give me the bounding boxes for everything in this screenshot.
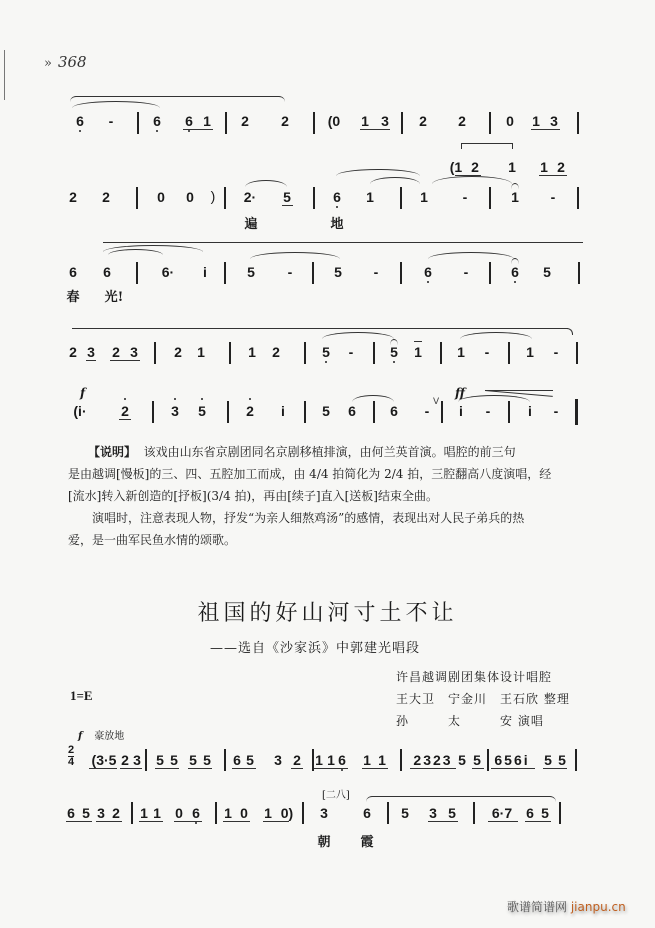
note: 5 bbox=[541, 805, 549, 821]
note: 1 bbox=[414, 344, 422, 360]
note: 1 bbox=[153, 805, 161, 821]
underline bbox=[263, 821, 289, 822]
note: 6 bbox=[69, 264, 77, 280]
note: 1 bbox=[140, 805, 148, 821]
note: 5 bbox=[247, 264, 255, 280]
note: 2 bbox=[112, 805, 120, 821]
explanation-text: 【说明】 该戏由山东省京剧团同名京剧移植排演，由何兰英首演。唱腔的前三句 是由越调[慢板]的三、四、五腔加工而成，由 4/4 拍简化为 2/4 拍，三腔翻高八度演唱，经 [流水]转入新创造的[抒板](3/4 拍)，再由[续子]直入[送板]结束全曲。 演唱时，注意表现人物，抒发“为亲人细熬鸡汤”的感情，表现出对人民子弟兵的热 爱，是一曲军民鱼水情的颂歌。 bbox=[68, 445, 552, 547]
underline bbox=[543, 768, 567, 769]
slur bbox=[108, 249, 163, 255]
note: 0 bbox=[175, 805, 183, 821]
upper-octave-dot bbox=[201, 398, 203, 400]
note: 0 bbox=[240, 805, 248, 821]
barline bbox=[227, 401, 229, 423]
final-barline bbox=[575, 399, 578, 425]
song-title: 祖国的好山河寸土不让 bbox=[197, 601, 458, 626]
note: i bbox=[203, 264, 207, 280]
note: 6 bbox=[192, 805, 200, 821]
note: - bbox=[462, 189, 468, 205]
note: 6 bbox=[338, 752, 346, 768]
note: 6 bbox=[153, 113, 161, 129]
barline bbox=[225, 112, 227, 134]
note: - bbox=[484, 344, 490, 360]
lower-octave-dot bbox=[393, 361, 395, 363]
barline bbox=[136, 262, 138, 284]
song-credits: 许昌越调剧团集体设计唱腔 王大卫 宁金川 王石欣 整理 孙 太 安 演唱 bbox=[396, 670, 570, 728]
note: 2 bbox=[471, 159, 479, 175]
note: 5 bbox=[203, 752, 211, 768]
note: 1 bbox=[511, 189, 519, 205]
note: 2 bbox=[293, 752, 301, 768]
note: (1 bbox=[449, 159, 463, 175]
dynamic-forte: f bbox=[80, 386, 86, 400]
note: 5 bbox=[246, 752, 254, 768]
note: 5 bbox=[390, 344, 398, 360]
note: 6 bbox=[363, 805, 371, 821]
slur bbox=[250, 252, 340, 259]
note: 2 bbox=[121, 403, 129, 419]
note: 3 bbox=[87, 344, 95, 360]
note: 6 bbox=[348, 403, 356, 419]
note: 3 bbox=[97, 805, 105, 821]
barline bbox=[154, 342, 156, 364]
barline bbox=[224, 262, 226, 284]
lyric: 光! bbox=[104, 290, 124, 305]
note: 0 bbox=[506, 113, 514, 129]
note: 2 bbox=[246, 403, 254, 419]
note: 1 bbox=[315, 752, 323, 768]
note: - bbox=[553, 403, 559, 419]
slur bbox=[336, 169, 420, 176]
note: 1 bbox=[224, 805, 232, 821]
lower-octave-dot bbox=[514, 281, 516, 283]
underline bbox=[360, 129, 390, 130]
song-subtitle: ——选自《沙家浜》中郭建光唱段 bbox=[210, 641, 421, 656]
underline bbox=[410, 768, 456, 769]
barline bbox=[145, 749, 147, 771]
note: - bbox=[485, 403, 491, 419]
slur bbox=[366, 796, 556, 805]
note: 6 bbox=[424, 264, 432, 280]
barline bbox=[215, 802, 217, 824]
note: 5 bbox=[170, 752, 178, 768]
note: 5 bbox=[198, 403, 206, 419]
note: 0 bbox=[157, 189, 165, 205]
note: - bbox=[373, 264, 379, 280]
bracket-line bbox=[461, 143, 462, 149]
note: 1 bbox=[203, 113, 211, 129]
note: - bbox=[287, 264, 293, 280]
note: 6· bbox=[161, 264, 175, 280]
underline bbox=[89, 768, 117, 769]
note: 6 bbox=[333, 189, 341, 205]
upper-octave-dot bbox=[124, 398, 126, 400]
underline bbox=[86, 360, 96, 361]
note: 5 bbox=[401, 805, 409, 821]
section-mark: [二八] bbox=[322, 790, 350, 801]
lyric: 霞 bbox=[360, 835, 374, 850]
note: 5 bbox=[543, 264, 551, 280]
note: 1 bbox=[532, 113, 540, 129]
underline bbox=[155, 768, 179, 769]
barline bbox=[313, 112, 315, 134]
note: 6 bbox=[390, 403, 398, 419]
note: 1 bbox=[457, 344, 465, 360]
underline bbox=[120, 768, 142, 769]
slur bbox=[72, 101, 160, 108]
underline bbox=[174, 821, 202, 822]
note: 3 bbox=[130, 344, 138, 360]
barline bbox=[473, 802, 475, 824]
note: 3 bbox=[320, 805, 328, 821]
barline bbox=[487, 749, 489, 771]
barline bbox=[577, 112, 579, 134]
note: 1 bbox=[363, 752, 371, 768]
note: i bbox=[528, 403, 532, 419]
note: 1 bbox=[420, 189, 428, 205]
lyric: 春 bbox=[66, 290, 80, 305]
phrase-line bbox=[72, 328, 568, 329]
watermark: 歌谱简谱网 jianpu.cn bbox=[507, 900, 626, 914]
underline bbox=[232, 768, 256, 769]
underline bbox=[531, 129, 560, 130]
note: (3·5 bbox=[91, 752, 117, 768]
underline bbox=[314, 768, 348, 769]
lyric: 地 bbox=[330, 217, 344, 232]
slur bbox=[322, 332, 394, 339]
note: 0 bbox=[186, 189, 194, 205]
note: 6 bbox=[511, 264, 519, 280]
note: 2 bbox=[272, 344, 280, 360]
barline bbox=[304, 342, 306, 364]
lower-octave-dot bbox=[341, 769, 343, 771]
barline bbox=[152, 401, 154, 423]
note: 3 bbox=[429, 805, 437, 821]
time-signature: 2 4 bbox=[68, 744, 75, 768]
lyric: 遍 bbox=[244, 217, 258, 232]
barline bbox=[401, 112, 403, 134]
barline bbox=[578, 262, 580, 284]
note: 5 bbox=[458, 752, 466, 768]
barline bbox=[312, 262, 314, 284]
note: 6 bbox=[76, 113, 84, 129]
barline bbox=[137, 112, 139, 134]
lower-octave-dot bbox=[195, 822, 197, 824]
note: 5 bbox=[156, 752, 164, 768]
underline bbox=[525, 821, 551, 822]
lower-octave-dot bbox=[427, 281, 429, 283]
slur bbox=[428, 252, 514, 259]
note: (0 bbox=[327, 113, 341, 129]
barline bbox=[440, 342, 442, 364]
note: 1 bbox=[508, 159, 516, 175]
page-number: » 368 bbox=[44, 53, 87, 71]
lower-octave-dot bbox=[336, 206, 338, 208]
barline bbox=[304, 401, 306, 423]
note: 3 bbox=[274, 752, 282, 768]
underline bbox=[488, 821, 518, 822]
underline bbox=[491, 768, 535, 769]
note: 5 bbox=[334, 264, 342, 280]
note: 2 bbox=[458, 113, 466, 129]
barline bbox=[508, 342, 510, 364]
note: (i· bbox=[73, 403, 87, 419]
barline bbox=[387, 802, 389, 824]
note: 1 bbox=[526, 344, 534, 360]
page-marker-icon: » bbox=[44, 56, 52, 71]
lyric: 朝 bbox=[317, 835, 331, 850]
note: i bbox=[459, 403, 463, 419]
note: 6 bbox=[526, 805, 534, 821]
barline bbox=[575, 749, 577, 771]
note: 6 bbox=[185, 113, 193, 129]
barline bbox=[224, 187, 226, 209]
note: 5 bbox=[448, 805, 456, 821]
note: - bbox=[348, 344, 354, 360]
underline bbox=[282, 205, 293, 206]
upper-octave-dot bbox=[249, 398, 251, 400]
note: 1 bbox=[361, 113, 369, 129]
note: - bbox=[108, 113, 114, 129]
accent-mark bbox=[414, 341, 422, 342]
note: - bbox=[553, 344, 559, 360]
note: 6·7 bbox=[491, 805, 513, 821]
note: 5 bbox=[473, 752, 481, 768]
lower-octave-dot bbox=[188, 130, 190, 132]
note: - bbox=[550, 189, 556, 205]
note: 1 bbox=[197, 344, 205, 360]
barline bbox=[302, 802, 304, 824]
barline bbox=[577, 187, 579, 209]
dynamic-fortissimo: ff bbox=[455, 386, 465, 400]
note: 1 bbox=[366, 189, 374, 205]
note: 5 bbox=[558, 752, 566, 768]
barline bbox=[313, 187, 315, 209]
note: 2· bbox=[243, 189, 257, 205]
slur bbox=[245, 180, 287, 187]
barline bbox=[373, 342, 375, 364]
note: 0) bbox=[280, 805, 294, 821]
underline bbox=[428, 821, 458, 822]
bracket-line bbox=[512, 143, 513, 149]
barline bbox=[441, 401, 443, 423]
note: 2 bbox=[69, 189, 77, 205]
note: 2 bbox=[102, 189, 110, 205]
note: 1 bbox=[264, 805, 272, 821]
barline bbox=[400, 262, 402, 284]
underline bbox=[539, 175, 567, 176]
note: 2 bbox=[241, 113, 249, 129]
note: 2 bbox=[112, 344, 120, 360]
scan-edge bbox=[4, 50, 5, 100]
note: 5 bbox=[189, 752, 197, 768]
note: 2 bbox=[419, 113, 427, 129]
note: 2 bbox=[557, 159, 565, 175]
note: 2 bbox=[69, 344, 77, 360]
barline bbox=[489, 187, 491, 209]
note: 5 bbox=[322, 344, 330, 360]
phrase-line-end bbox=[566, 328, 573, 335]
note: 3 bbox=[381, 113, 389, 129]
lower-octave-dot bbox=[156, 130, 158, 132]
phrase-line bbox=[103, 242, 583, 243]
underline bbox=[188, 768, 212, 769]
underline bbox=[362, 768, 388, 769]
note: 5 bbox=[82, 805, 90, 821]
barline bbox=[373, 401, 375, 423]
underline bbox=[223, 821, 250, 822]
barline bbox=[229, 342, 231, 364]
slur bbox=[458, 395, 530, 402]
barline bbox=[224, 749, 226, 771]
underline bbox=[183, 129, 213, 130]
slur bbox=[370, 177, 420, 184]
barline bbox=[136, 187, 138, 209]
note: 5 bbox=[544, 752, 552, 768]
explanation-label: 【说明】 bbox=[88, 445, 137, 459]
barline bbox=[400, 749, 402, 771]
note: 1 bbox=[248, 344, 256, 360]
note: 6 bbox=[67, 805, 75, 821]
note: 6 bbox=[103, 264, 111, 280]
note: 1 bbox=[327, 752, 335, 768]
note: 5 bbox=[322, 403, 330, 419]
barline bbox=[489, 262, 491, 284]
lower-octave-dot bbox=[79, 130, 81, 132]
bracket-close: ) bbox=[210, 188, 216, 204]
barline bbox=[131, 802, 133, 824]
barline bbox=[489, 112, 491, 134]
underline bbox=[110, 360, 140, 361]
underline bbox=[291, 768, 303, 769]
note: - bbox=[463, 264, 469, 280]
note: 2 bbox=[281, 113, 289, 129]
note: i bbox=[281, 403, 285, 419]
breath-mark-icon: V bbox=[433, 397, 440, 407]
underline bbox=[119, 419, 131, 420]
underline bbox=[472, 768, 484, 769]
note: 1 bbox=[540, 159, 548, 175]
underline bbox=[139, 821, 163, 822]
lower-octave-dot bbox=[325, 361, 327, 363]
note: 1 bbox=[378, 752, 386, 768]
slur bbox=[460, 332, 532, 339]
underline bbox=[96, 821, 122, 822]
underline bbox=[66, 821, 92, 822]
barline bbox=[508, 401, 510, 423]
barline bbox=[576, 342, 578, 364]
note-group: 656i bbox=[494, 752, 530, 768]
note: - bbox=[424, 403, 430, 419]
note: 2 bbox=[121, 752, 129, 768]
upper-octave-dot bbox=[174, 398, 176, 400]
note: 3 bbox=[171, 403, 179, 419]
slur bbox=[432, 176, 512, 184]
bracket-line bbox=[461, 143, 513, 144]
note: 3 bbox=[550, 113, 558, 129]
note: 3 bbox=[133, 752, 141, 768]
note: 6 bbox=[233, 752, 241, 768]
dynamic-forte: f bbox=[78, 731, 83, 742]
note: 2 bbox=[174, 344, 182, 360]
tempo-marking: f 豪放地 bbox=[78, 731, 125, 742]
barline bbox=[400, 187, 402, 209]
note: 5 bbox=[283, 189, 291, 205]
barline bbox=[559, 802, 561, 824]
key-signature: 1=E bbox=[70, 688, 93, 703]
note-group: 2323 bbox=[413, 752, 453, 768]
